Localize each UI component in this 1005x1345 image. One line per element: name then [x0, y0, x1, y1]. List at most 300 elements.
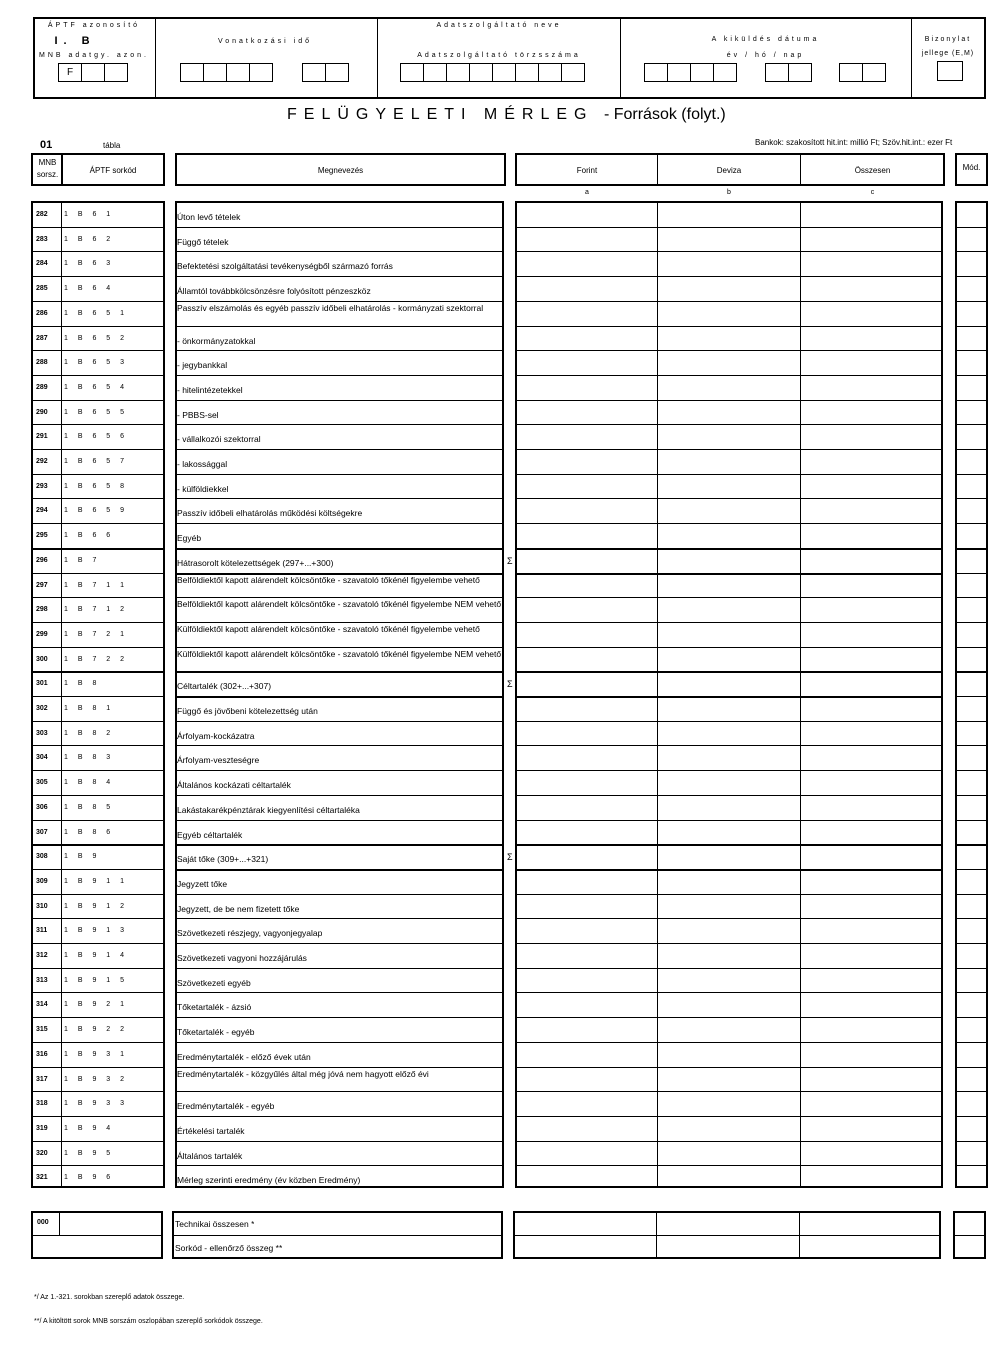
provider-taxid-cells[interactable] — [400, 63, 584, 82]
forint-input[interactable] — [517, 1118, 655, 1140]
row-divider — [175, 1141, 504, 1142]
period-month-cells[interactable] — [302, 63, 348, 82]
osszesen-input[interactable] — [802, 204, 941, 226]
forint-input[interactable] — [517, 1019, 655, 1041]
osszesen-input[interactable] — [802, 352, 941, 374]
osszesen-input[interactable] — [802, 772, 941, 794]
forint-input[interactable] — [517, 377, 655, 399]
period-cell[interactable] — [302, 63, 326, 82]
row-divider — [175, 992, 504, 993]
period-year-cells[interactable] — [180, 63, 272, 82]
osszesen-input[interactable] — [802, 1118, 941, 1140]
forint-input[interactable] — [517, 550, 655, 572]
row-mnb-number: 316 — [36, 1050, 48, 1058]
deviza-input[interactable] — [659, 624, 798, 646]
taxid-cell[interactable] — [561, 63, 585, 82]
mnb-cell[interactable] — [81, 63, 105, 82]
mod-input[interactable] — [957, 1093, 986, 1115]
row-divider — [955, 1141, 988, 1142]
deviza-input[interactable] — [659, 1044, 798, 1066]
deviza-input[interactable] — [659, 1019, 798, 1041]
osszesen-input[interactable] — [802, 402, 941, 424]
row-mnb-number: 310 — [36, 902, 48, 910]
provider-taxid-label: Adatszolgáltató törzsszáma — [417, 52, 581, 59]
row-divider — [175, 375, 504, 376]
row-mnb-number: 319 — [36, 1124, 48, 1132]
row-divider — [31, 301, 165, 302]
osszesen-input[interactable] — [802, 624, 941, 646]
send-day-cells[interactable] — [839, 63, 885, 82]
period-cell[interactable] — [249, 63, 273, 82]
date-cell[interactable] — [765, 63, 789, 82]
date-cell[interactable] — [839, 63, 863, 82]
row-aptf-code: 1 B 9 4 — [64, 1124, 115, 1132]
mod-input[interactable] — [957, 846, 986, 868]
osszesen-input[interactable] — [802, 253, 941, 275]
row-label: Függő és jövőbeni kötelezettség után — [177, 706, 318, 716]
row-label: Külföldiektől kapott alárendelt kölcsöntőke - szavatoló tőkénél figyelembe vehető — [177, 623, 480, 634]
taxid-cell[interactable] — [538, 63, 562, 82]
taxid-cell[interactable] — [423, 63, 447, 82]
date-cell[interactable] — [713, 63, 737, 82]
deviza-input[interactable] — [659, 426, 798, 448]
table-number: 01 — [40, 139, 53, 151]
row-divider — [515, 992, 943, 993]
mod-input[interactable] — [957, 896, 986, 918]
deviza-input[interactable] — [659, 846, 798, 868]
doc-type-input[interactable] — [937, 61, 963, 81]
row-label: Belföldiektől kapott alárendelt kölcsöntőke - szavatoló tőkénél figyelembe vehető — [177, 574, 480, 585]
row-aptf-code: 1 B 6 6 — [64, 532, 115, 540]
row-label: Céltartalék (302+...+307) — [177, 681, 272, 692]
forint-input[interactable] — [517, 945, 655, 967]
forint-input[interactable] — [517, 1093, 655, 1115]
deviza-input[interactable] — [659, 476, 798, 498]
mod-input[interactable] — [957, 352, 986, 374]
row-label: - PBBS-sel — [177, 409, 219, 420]
osszesen-input[interactable] — [802, 673, 941, 695]
row-divider — [175, 795, 504, 796]
doc-type-label: Bizonylat — [924, 36, 972, 43]
deviza-input[interactable] — [659, 229, 798, 251]
forint-input[interactable] — [517, 253, 655, 275]
forint-input[interactable] — [517, 451, 655, 473]
row-divider — [175, 1067, 504, 1068]
row-divider — [31, 326, 165, 327]
forint-input[interactable] — [517, 649, 655, 671]
send-month-cells[interactable] — [765, 63, 811, 82]
row-aptf-code: 1 B 9 2 1 — [64, 1001, 129, 1009]
mod-input[interactable] — [957, 229, 986, 251]
mnb-cell[interactable] — [104, 63, 128, 82]
deviza-input[interactable] — [659, 871, 798, 893]
mod-input[interactable] — [957, 970, 986, 992]
mod-input[interactable] — [957, 698, 986, 720]
row-label: Saját tőke (309+...+321) — [177, 854, 269, 865]
forint-input[interactable] — [517, 1167, 655, 1189]
taxid-cell[interactable] — [515, 63, 539, 82]
deviza-input[interactable] — [659, 525, 798, 547]
mod-input[interactable] — [957, 822, 986, 844]
row-aptf-code: 1 B 9 — [64, 853, 101, 861]
col-b-letter: b — [727, 189, 731, 196]
forint-input[interactable] — [517, 1069, 655, 1091]
row-divider — [515, 1017, 943, 1018]
row-divider — [175, 548, 504, 550]
row-mnb-number: 296 — [36, 556, 48, 564]
deviza-input[interactable] — [659, 303, 798, 325]
forint-input[interactable] — [517, 599, 655, 621]
mod-input[interactable] — [957, 649, 986, 671]
osszesen-input[interactable] — [802, 698, 941, 720]
footer-deviza-input[interactable] — [658, 1213, 798, 1234]
forint-input[interactable] — [517, 846, 655, 868]
page-title — [287, 106, 726, 124]
deviza-input[interactable] — [659, 1069, 798, 1091]
deviza-input[interactable] — [659, 1167, 798, 1189]
taxid-cell[interactable] — [492, 63, 516, 82]
forint-input[interactable] — [517, 871, 655, 893]
osszesen-input[interactable] — [802, 920, 941, 942]
taxid-cell[interactable] — [469, 63, 493, 82]
deviza-input[interactable] — [659, 698, 798, 720]
osszesen-input[interactable] — [802, 476, 941, 498]
mod-input[interactable] — [957, 871, 986, 893]
provider-name-label: Adatszolgáltató neve — [436, 22, 562, 29]
osszesen-input[interactable] — [802, 278, 941, 300]
osszesen-input[interactable] — [802, 1093, 941, 1115]
deviza-input[interactable] — [659, 278, 798, 300]
deviza-input[interactable] — [659, 328, 798, 350]
row-mnb-number: 314 — [36, 1001, 48, 1009]
mnb-cell-f[interactable]: F — [58, 63, 82, 82]
deviza-input[interactable] — [659, 1143, 798, 1165]
osszesen-input[interactable] — [802, 303, 941, 325]
mnb-cells[interactable] — [58, 63, 127, 82]
forint-input[interactable] — [517, 229, 655, 251]
mod-input[interactable] — [957, 1069, 986, 1091]
mod-input[interactable] — [957, 1143, 986, 1165]
osszesen-input[interactable] — [802, 1044, 941, 1066]
deviza-input[interactable] — [659, 673, 798, 695]
row-divider — [31, 968, 165, 969]
osszesen-input[interactable] — [802, 846, 941, 868]
row-mnb-number: 309 — [36, 877, 48, 885]
deviza-input[interactable] — [659, 797, 798, 819]
row-label: Szövetkezeti részjegy, vagyonjegyalap — [177, 928, 323, 939]
row-mnb-number: 289 — [36, 383, 48, 391]
row-aptf-code: 1 B 8 — [64, 680, 101, 688]
deviza-input[interactable] — [659, 945, 798, 967]
forint-input[interactable] — [517, 994, 655, 1016]
row-mnb-number: 306 — [36, 803, 48, 811]
row-divider — [515, 301, 943, 302]
date-cell[interactable] — [690, 63, 714, 82]
mod-input[interactable] — [957, 920, 986, 942]
osszesen-input[interactable] — [802, 822, 941, 844]
row-divider — [955, 276, 988, 277]
mod-input[interactable] — [957, 1167, 986, 1189]
deviza-input[interactable] — [659, 970, 798, 992]
row-divider — [31, 573, 165, 574]
forint-input[interactable] — [517, 575, 655, 597]
osszesen-input[interactable] — [802, 1143, 941, 1165]
forint-input[interactable] — [517, 698, 655, 720]
mod-input[interactable] — [957, 476, 986, 498]
row-divider — [31, 1116, 165, 1117]
deviza-input[interactable] — [659, 896, 798, 918]
row-label: Árfolyam-kockázatra — [177, 730, 255, 741]
mod-input[interactable] — [957, 723, 986, 745]
forint-input[interactable] — [517, 402, 655, 424]
row-label: Jegyzett, de be nem fizetett tőke — [177, 903, 300, 914]
forint-input[interactable] — [517, 303, 655, 325]
deviza-input[interactable] — [659, 1093, 798, 1115]
deviza-input[interactable] — [659, 451, 798, 473]
mod-input[interactable] — [957, 500, 986, 522]
row-divider — [175, 326, 504, 327]
row-divider — [515, 1091, 943, 1092]
mod-input[interactable] — [957, 1118, 986, 1140]
row-label: Külföldiektől kapott alárendelt kölcsöntőke - szavatoló tőkénél figyelembe NEM vehető — [177, 648, 502, 659]
period-cell[interactable] — [325, 63, 349, 82]
row-aptf-code: 1 B 6 1 — [64, 211, 115, 218]
date-cell[interactable] — [788, 63, 812, 82]
forint-input[interactable] — [517, 1143, 655, 1165]
doc-type-cell[interactable] — [937, 61, 962, 81]
osszesen-input[interactable] — [802, 871, 941, 893]
deviza-input[interactable] — [659, 550, 798, 572]
osszesen-input[interactable] — [802, 426, 941, 448]
row-divider — [175, 1116, 504, 1117]
deviza-input[interactable] — [659, 747, 798, 769]
mod-input[interactable] — [957, 994, 986, 1016]
row-divider — [175, 350, 504, 351]
row-divider — [31, 721, 165, 722]
osszesen-input[interactable] — [802, 599, 941, 621]
forint-input[interactable] — [517, 797, 655, 819]
period-cell[interactable] — [180, 63, 204, 82]
row-mnb-number: 295 — [36, 532, 48, 540]
row-divider — [175, 894, 504, 895]
row-mnb-number: 317 — [36, 1075, 48, 1083]
deviza-input[interactable] — [659, 253, 798, 275]
deviza-input[interactable] — [659, 352, 798, 374]
row-divider — [515, 795, 943, 796]
date-cell[interactable] — [862, 63, 886, 82]
deviza-input[interactable] — [659, 920, 798, 942]
deviza-input[interactable] — [659, 649, 798, 671]
mod-input[interactable] — [957, 772, 986, 794]
osszesen-input[interactable] — [802, 229, 941, 251]
forint-input[interactable] — [517, 278, 655, 300]
forint-input[interactable] — [517, 624, 655, 646]
row-label: Államtól továbbkölcsönzésre folyósított pénzeszköz — [177, 286, 371, 297]
osszesen-input[interactable] — [802, 328, 941, 350]
row-divider — [175, 474, 504, 475]
deviza-input[interactable] — [659, 204, 798, 226]
row-divider — [515, 770, 943, 771]
row-aptf-code: 1 B 9 1 2 — [64, 902, 129, 910]
row-divider — [515, 869, 943, 870]
row-label: Lakástakarékpénztárak kiegyenlítési céltartaléka — [177, 804, 360, 815]
forint-input[interactable] — [517, 896, 655, 918]
mod-input[interactable] — [957, 451, 986, 473]
row-divider — [31, 1067, 165, 1068]
forint-input[interactable] — [517, 328, 655, 350]
mod-input[interactable] — [957, 624, 986, 646]
row-aptf-code: 1 B 6 5 1 — [64, 309, 129, 317]
mod-input[interactable] — [957, 1044, 986, 1066]
osszesen-input[interactable] — [802, 575, 941, 597]
osszesen-input[interactable] — [802, 550, 941, 572]
mod-input[interactable] — [957, 599, 986, 621]
deviza-input[interactable] — [659, 822, 798, 844]
row-aptf-code: 1 B 9 1 1 — [64, 877, 129, 885]
row-divider — [955, 918, 988, 919]
deviza-input[interactable] — [659, 994, 798, 1016]
row-label: Befektetési szolgáltatási tevékenységből származó forrás — [177, 261, 393, 272]
forint-input[interactable] — [517, 204, 655, 226]
mod-input[interactable] — [957, 1019, 986, 1041]
mod-input[interactable] — [957, 525, 986, 547]
osszesen-input[interactable] — [802, 377, 941, 399]
date-cell[interactable] — [644, 63, 668, 82]
sigma-icon: Σ — [507, 852, 513, 863]
row-divider — [31, 375, 165, 376]
osszesen-input[interactable] — [802, 1019, 941, 1041]
mod-input[interactable] — [957, 673, 986, 695]
row-label: Tőketartalék - ázsió — [177, 1002, 252, 1013]
row-mnb-number: 313 — [36, 976, 48, 984]
mod-input[interactable] — [957, 278, 986, 300]
forint-input[interactable] — [517, 352, 655, 374]
osszesen-input[interactable] — [802, 747, 941, 769]
taxid-cell[interactable] — [400, 63, 424, 82]
mod-input[interactable] — [957, 945, 986, 967]
period-cell[interactable] — [203, 63, 227, 82]
mod-input[interactable] — [957, 377, 986, 399]
deviza-input[interactable] — [659, 723, 798, 745]
row-divider — [31, 597, 165, 598]
osszesen-input[interactable] — [802, 1069, 941, 1091]
row-divider — [175, 227, 504, 228]
row-divider — [175, 573, 504, 574]
forint-input[interactable] — [517, 822, 655, 844]
deviza-input[interactable] — [659, 1118, 798, 1140]
col-mod-label: Mód. — [962, 163, 981, 172]
mod-input[interactable] — [957, 204, 986, 226]
forint-input[interactable] — [517, 970, 655, 992]
note-2: **/ A kitöltött sorok MNB sorszám oszlopában szereplő sorkódok összege. — [34, 1318, 263, 1325]
send-year-cells[interactable] — [644, 63, 736, 82]
row-label: - külföldiekkel — [177, 483, 229, 494]
row-divider — [955, 992, 988, 993]
forint-input[interactable] — [517, 772, 655, 794]
row-divider — [955, 301, 988, 302]
osszesen-input[interactable] — [802, 1167, 941, 1189]
taxid-cell[interactable] — [446, 63, 470, 82]
osszesen-input[interactable] — [802, 945, 941, 967]
deviza-input[interactable] — [659, 500, 798, 522]
forint-input[interactable] — [517, 500, 655, 522]
mod-input[interactable] — [957, 575, 986, 597]
forint-input[interactable] — [517, 476, 655, 498]
row-aptf-code: 1 B 9 1 3 — [64, 927, 129, 935]
deviza-input[interactable] — [659, 575, 798, 597]
row-divider — [175, 721, 504, 722]
row-divider — [31, 745, 165, 746]
date-cell[interactable] — [667, 63, 691, 82]
mod-input[interactable] — [957, 550, 986, 572]
footer-row-technical-label: Technikai összesen * — [175, 1219, 255, 1229]
row-mnb-number: 308 — [36, 853, 48, 861]
col-osszesen-label: Összesen — [854, 166, 891, 175]
row-aptf-code: 1 B 6 5 8 — [64, 482, 129, 490]
mod-input[interactable] — [957, 797, 986, 819]
forint-input[interactable] — [517, 920, 655, 942]
period-cell[interactable] — [226, 63, 250, 82]
mod-input[interactable] — [957, 303, 986, 325]
row-mnb-number: 301 — [36, 680, 48, 688]
osszesen-input[interactable] — [802, 649, 941, 671]
forint-input[interactable] — [517, 723, 655, 745]
deviza-input[interactable] — [659, 772, 798, 794]
deviza-input[interactable] — [659, 599, 798, 621]
forint-input[interactable] — [517, 673, 655, 695]
mod-input[interactable] — [957, 402, 986, 424]
osszesen-input[interactable] — [802, 797, 941, 819]
row-aptf-code: 1 B 8 6 — [64, 828, 115, 836]
mod-input[interactable] — [957, 328, 986, 350]
deviza-input[interactable] — [659, 402, 798, 424]
mod-input[interactable] — [957, 426, 986, 448]
row-mnb-number: 320 — [36, 1149, 48, 1157]
row-divider — [515, 573, 943, 574]
osszesen-input[interactable] — [802, 896, 941, 918]
mod-input[interactable] — [957, 747, 986, 769]
row-divider — [31, 770, 165, 771]
osszesen-input[interactable] — [802, 525, 941, 547]
osszesen-input[interactable] — [802, 451, 941, 473]
row-divider — [955, 474, 988, 475]
forint-input[interactable] — [517, 426, 655, 448]
row-divider — [955, 1042, 988, 1043]
forint-input[interactable] — [517, 1044, 655, 1066]
row-divider — [955, 1165, 988, 1166]
forint-input[interactable] — [517, 525, 655, 547]
deviza-input[interactable] — [659, 377, 798, 399]
footer-row-000-number: 000 — [37, 1219, 49, 1226]
footer-forint-input[interactable] — [515, 1213, 655, 1234]
row-label: - önkormányzatokkal — [177, 335, 256, 346]
osszesen-input[interactable] — [802, 994, 941, 1016]
footer-osszesen-input[interactable] — [801, 1213, 939, 1234]
forint-input[interactable] — [517, 747, 655, 769]
row-divider — [175, 1091, 504, 1092]
row-divider — [955, 375, 988, 376]
mod-input[interactable] — [957, 253, 986, 275]
row-label: Hátrasorolt kötelezettségek (297+...+300) — [177, 557, 334, 568]
osszesen-input[interactable] — [802, 500, 941, 522]
osszesen-input[interactable] — [802, 970, 941, 992]
osszesen-input[interactable] — [802, 723, 941, 745]
row-divider — [175, 869, 504, 870]
row-divider — [955, 523, 988, 524]
row-mnb-number: 284 — [36, 260, 48, 268]
row-mnb-number: 290 — [36, 408, 48, 416]
row-mnb-number: 304 — [36, 754, 48, 762]
